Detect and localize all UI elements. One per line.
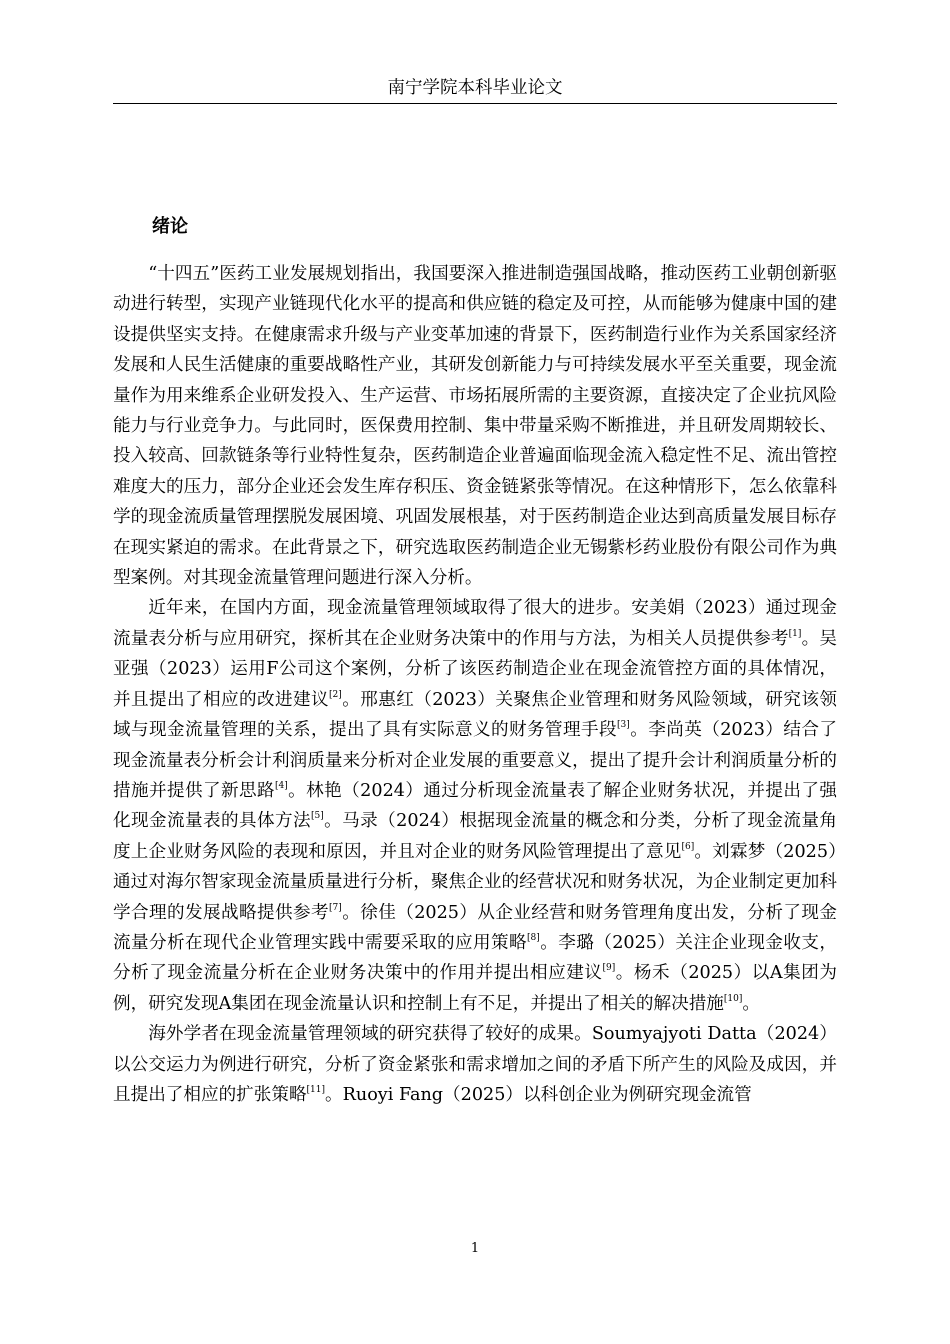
body-text xyxy=(113,259,837,1110)
citation-ref: [3] xyxy=(617,720,630,731)
citation-ref: [7] xyxy=(329,902,342,913)
paragraph-text: 。Ruoyi Fang（2025）以科创企业为例研究现金流管 xyxy=(325,1084,752,1105)
citation-ref: [2] xyxy=(329,689,342,700)
citation-ref: [9] xyxy=(602,963,616,974)
citation-ref: [1] xyxy=(788,629,802,640)
citation-ref: [5] xyxy=(311,811,324,822)
citation-ref: [8] xyxy=(527,933,540,944)
citation-ref: [10] xyxy=(723,993,743,1004)
paragraph-text: 。马录（2024）根据现金流量的概念和分类，分析了现金流量角度上企业财务风险的表现和原因，并且对企业的财务风险管理提出了意见 xyxy=(113,811,837,862)
section-title: 绪论 xyxy=(152,216,188,237)
paragraph-text: 近年来，在国内方面，现金流量管理领域取得了很大的进步。安美娟（2023）通过现金流量表分析与应用研究，探析其在企业财务决策中的作用与方法，为相关人员提供参考 xyxy=(113,598,837,649)
paragraph-text: 。林艳（2024）通过分析现金流量表了解企业财务状况，并提出了强化现金流量表的具体方法 xyxy=(113,780,837,832)
paragraph-text: 。刘霖梦（2025）通过对海尔智家现金流量质量进行分析，聚焦企业的经营状况和财务状况，为企业制定更加科学合理的发展战略提供参考 xyxy=(113,841,837,923)
paragraph-3 xyxy=(113,1019,837,1110)
paragraph-text: 海外学者在现金流量管理领域的研究获得了较好的成果。Soumyajyoti Datta（2024）以公交运力为例进行研究，分析了资金紧张和需求增加之间的矛盾下所产生的风险及成因，并且提出了相应的扩张策略 xyxy=(113,1024,837,1105)
paragraph-text: 。李尚英（2023）结合了现金流量表分析会计利润质量来分析对企业发展的重要意义，提出了提升会计利润质量分析的措施并提供了新思路 xyxy=(113,720,837,801)
paragraph-text: 。邢惠红（2023）关聚焦企业管理和财务风险领域，研究该领域与现金流量管理的关系，提出了具有实际意义的财务管理手段 xyxy=(113,689,837,741)
paragraph-text: 。吴亚强（2023）运用F公司这个案例，分析了该医药制造企业在现金流管控方面的具体情况，并且提出了相应的改进建议 xyxy=(113,628,837,710)
citation-ref: [11] xyxy=(306,1085,326,1096)
paragraph-text: 。李璐（2025）关注企业现金收支，分析了现金流量分析在企业财务决策中的作用并提出相应建议 xyxy=(113,932,837,984)
paragraph-text: 。 xyxy=(742,993,760,1014)
citation-ref: [6] xyxy=(681,841,695,852)
paragraph-1 xyxy=(113,259,837,593)
paragraph-text: 。徐佳（2025）从企业经营和财务管理角度出发，分析了现金流量分析在现代企业管理实践中需要采取的应用策略 xyxy=(113,902,837,953)
citation-ref: [4] xyxy=(275,781,288,792)
paragraph-2 xyxy=(113,593,837,1019)
paragraph-text: “十四五”医药工业发展规划指出，我国要深入推进制造强国战略，推动医药工业朝创新驱动进行转型，实现产业链现代化水平的提高和供应链的稳定及可控，从而能够为健康中国的建设提供坚实支持。在健康需求升级与产业变革加速的背景下，医药制造行业作为关系国家经济发展和人民生活健康的重要战略性产业，其研发创新能力与可持续发展水平至关重要，现金流量作为用来维系企业研发投入、生产运营、市场拓展所需的主要资源，直接决定了企业抗风险能力与行业竞争力。与此同时，医保费用控制、集中带量采购不断推进，并且研发周期较长、投入较高、回款链条等行业特性复杂，医药制造企业普遍面临现金流入稳定性不足、流出管控难度大的压力，部分企业还会发生库存积压、资金链紧张等情况。在这种情形下，怎么依靠科学的现金流质量管理摆脱发展困境、巩固发展根基，对于医药制造企业达到高质量发展目标存在现实紧迫的需求。在此背景之下，研究选取医药制造企业无锡紫杉药业股份有限公司作为典型案例。对其现金流量管理问题进行深入分析。 xyxy=(113,264,837,589)
page-header-title: 南宁学院本科毕业论文 xyxy=(387,78,563,98)
paragraph-text: 。杨禾（2025）以A集团为例，研究发现A集团在现金流量认识和控制上有不足，并提出了相关的解决措施 xyxy=(113,963,837,1014)
page-number: 1 xyxy=(470,1241,480,1256)
header-divider xyxy=(113,103,837,104)
